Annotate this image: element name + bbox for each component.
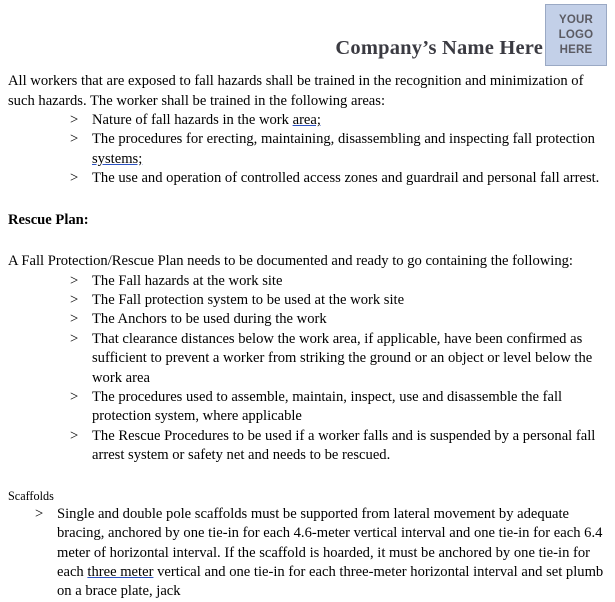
document-body [0,72,615,602]
list-item-text-after: vertical and one tie-in for each three-meter horizontal interval and set plumb on a brace plate, jack [57,563,604,600]
list-item-text-before: Nature of fall hazards in the work [92,112,293,128]
list-item [70,330,607,388]
grammar-underlined-text: three meter [87,563,154,580]
list-item [70,310,607,329]
list-item [35,505,607,602]
list-item [70,272,607,291]
bullet-marker-icon: > [70,170,79,187]
spacer [8,230,607,252]
list-item [70,111,607,130]
list-item-text: That clearance distances below the work area, if applicable, have been confirmed as sufficient to prevent a worker from striking the ground or an object or level below the work area [92,330,593,386]
bullet-marker-icon: > [70,389,79,406]
list-item-text: The procedures used to assemble, maintain, inspect, use and disassemble the fall protection system, where applicable [92,389,563,425]
logo-placeholder-box [545,4,607,66]
spacer [8,189,607,211]
training-areas-list [70,111,607,189]
list-item [70,427,607,466]
list-item-text: The Fall hazards at the work site [92,272,283,289]
list-item [70,130,607,169]
list-item [70,388,607,427]
bullet-marker-icon: > [70,330,79,347]
bullet-marker-icon: > [70,292,79,309]
list-item [70,291,607,310]
list-item-text-before: The use and operation of controlled access zones and guardrail and personal fall arrest. [92,170,600,187]
list-item-text-before: Single and double pole scaffolds must be supported from lateral movement by adequate bracing, anchored by one tie-in for each 4.6-meter vertical interval and one tie-in for each 6.4 meter of horizontal interval. If the scaffold is hoarded, it must be anchored by one tie-in for each [57,505,603,580]
bullet-marker-icon: > [70,272,79,289]
grammar-underlined-text: area; [292,112,321,128]
rescue-plan-heading: Rescue Plan: [8,211,89,228]
bullet-marker-icon: > [70,427,79,444]
list-item-text: The Anchors to be used during the work [92,311,327,328]
logo-placeholder-line-3: HERE [559,43,593,56]
list-item-text-before: The procedures for erecting, maintaining, disassembling and inspecting fall protection [92,131,595,148]
list-item-text: The Fall protection system to be used at the work site [92,292,405,309]
rescue-plan-list [70,272,607,466]
company-name-heading: Company’s Name Here [335,37,543,59]
grammar-underlined-text: systems; [92,150,143,167]
bullet-marker-icon: > [35,505,44,522]
document-header [0,0,615,72]
rescue-plan-paragraph: A Fall Protection/Rescue Plan needs to be documented and ready to go containing the following: [8,253,573,270]
scaffolds-label: Scaffolds [8,488,54,503]
list-item-text: The Rescue Procedures to be used if a worker falls and is suspended by a personal fall arrest system or safety net and needs to be rescued. [92,427,596,464]
logo-placeholder-line-1: YOUR [558,13,594,26]
logo-placeholder-line-2: LOGO [558,28,594,41]
intro-paragraph: All workers that are exposed to fall hazards shall be trained in the recognition and minimization of such hazards. The worker shall be trained in the following areas: [8,73,584,109]
scaffolds-list [35,505,607,602]
bullet-marker-icon: > [70,112,79,128]
bullet-marker-icon: > [70,131,79,148]
bullet-marker-icon: > [70,311,79,328]
list-item [70,169,607,188]
